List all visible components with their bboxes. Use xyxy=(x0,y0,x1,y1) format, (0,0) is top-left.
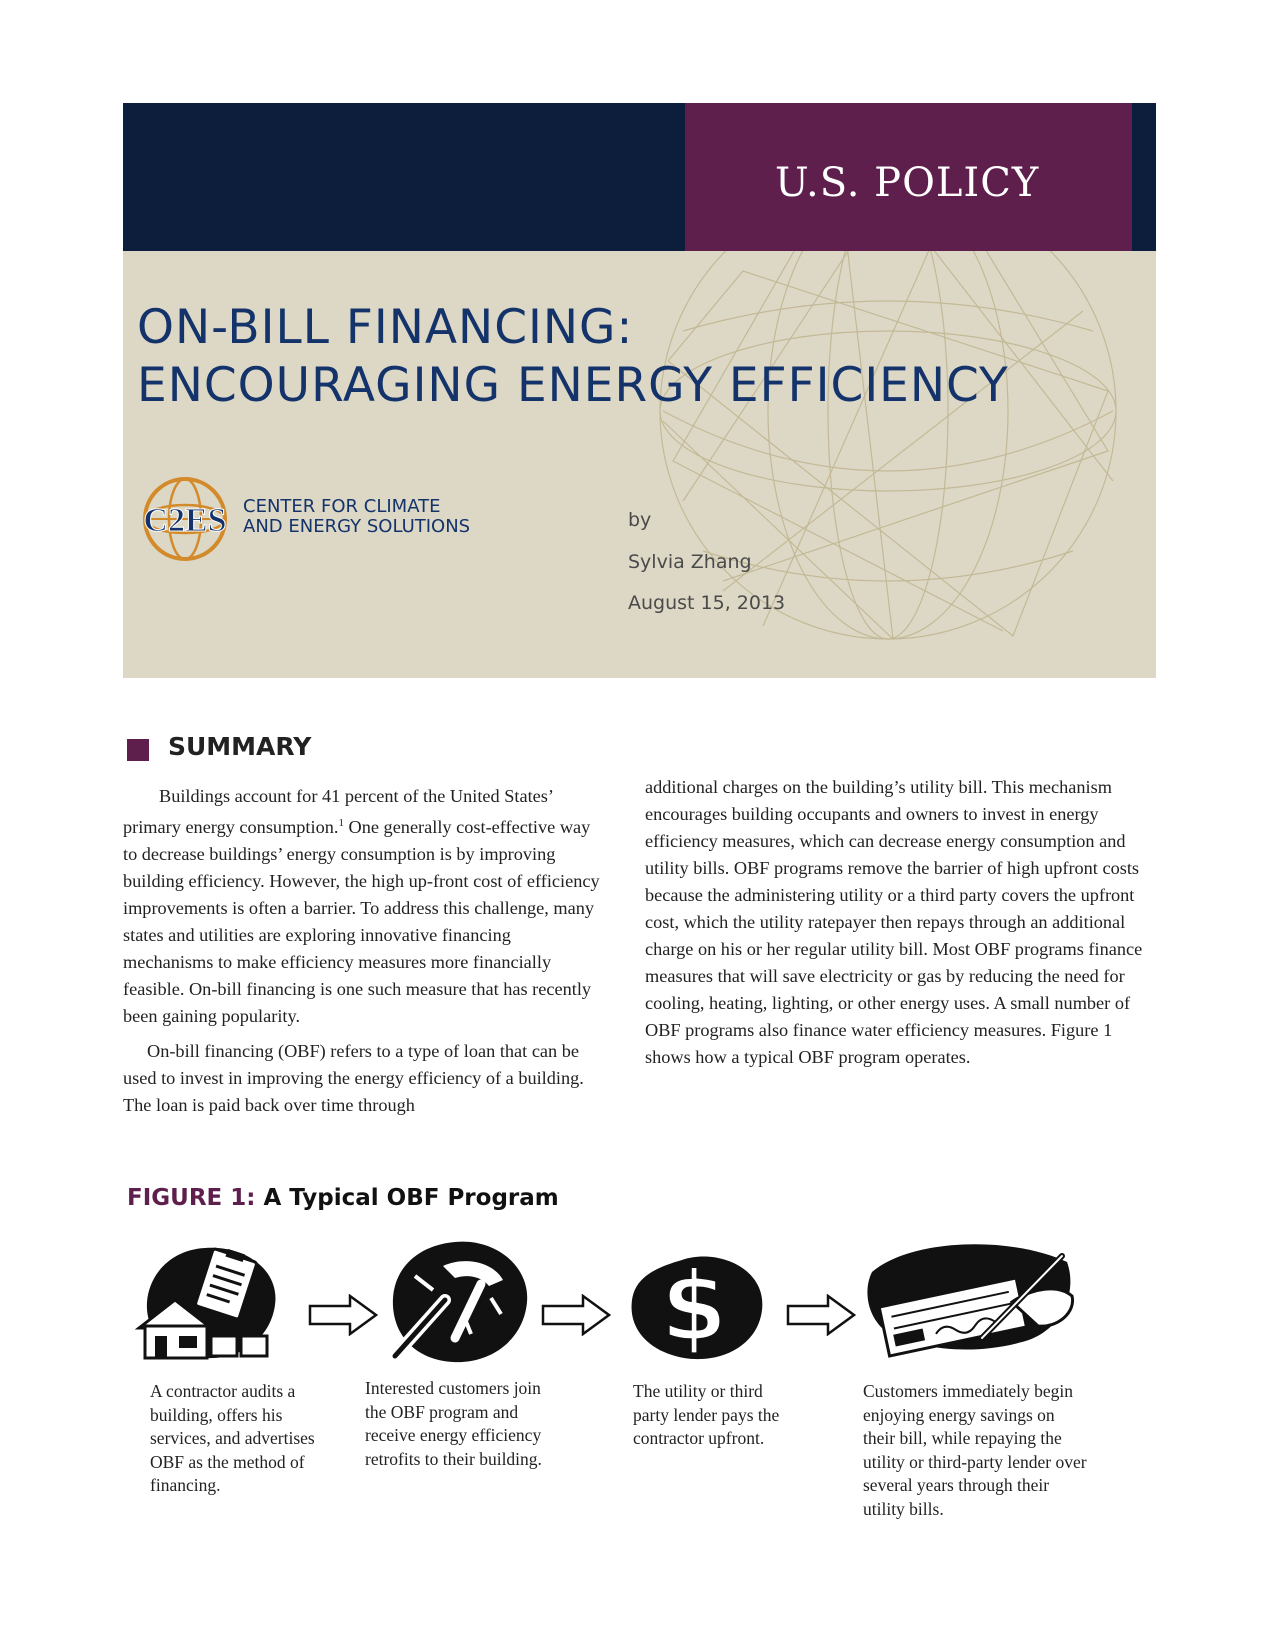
banner-edge xyxy=(1132,103,1156,251)
logo-text-line-1: CENTER FOR CLIMATE xyxy=(243,496,441,517)
summary-paragraph-2: On-bill financing (OBF) refers to a type of loan that can be used to invest in improving the energy efficiency of a building. The loan is paid back over time through xyxy=(123,1041,584,1116)
title-line-2: ENCOURAGING ENERGY EFFICIENCY xyxy=(137,358,1009,413)
svg-text:$: $ xyxy=(660,1251,728,1363)
svg-text:C2ES: C2ES xyxy=(143,502,227,539)
tools-icon xyxy=(385,1238,535,1366)
step-1-caption: A contractor audits a building, offers his services, and advertises OBF as the method of financing. xyxy=(150,1381,315,1495)
publication-date: August 15, 2013 xyxy=(628,592,786,614)
title-line-1: ON-BILL FINANCING: xyxy=(137,300,634,355)
summary-marker xyxy=(127,739,149,761)
arrow-right-icon xyxy=(786,1294,856,1336)
step-3-caption: The utility or third party lender pays the contractor upfront. xyxy=(633,1381,780,1448)
figure-heading xyxy=(127,1185,559,1211)
summary-heading: SUMMARY xyxy=(168,732,312,761)
summary-paragraph-3: additional charges on the building’s utility bill. This mechanism encourages building occupants and owners to invest in energy efficiency measures, which can decrease energy consumption and utility bills. OBF programs remove the barrier of high upfront costs because the administering utility or a third party covers the upfront cost, which the utility ratepayer then repays through an additional charge on his or her regular utility bill. Most OBF programs finance measures that will save electricity or gas by reducing the need for cooling, heating, lighting, or other energy uses. A small number of OBF programs also finance water efficiency measures. Figure 1 shows how a typical OBF program operates. xyxy=(645,777,1143,1067)
logo-text-line-2: AND ENERGY SOLUTIONS xyxy=(243,516,471,537)
house-clipboard-icon xyxy=(135,1240,285,1365)
footnote-marker: 1 xyxy=(338,817,344,829)
arrow-right-icon xyxy=(541,1294,611,1336)
summary-paragraph-1: Buildings account for 41 percent of the United States’ primary energy consumption.$^1$ One generally cost-effective way to decrease buildings’ energy consumption is by improving building efficiency. However, the high up-front cost of efficiency improvements is often a barrier. To address this challenge, many states and utilities are exploring innovative financing mechanisms to make efficiency measures more financially feasible. On-bill financing is one such measure that has recently been gaining popularity. xyxy=(123,786,600,1027)
figure-title: A Typical OBF Program xyxy=(263,1185,559,1211)
category-label: U.S. POLICY xyxy=(775,160,1040,206)
logo-globe-icon xyxy=(135,474,235,564)
step-2-caption: Interested customers join the OBF program and receive energy efficiency retrofits to their building. xyxy=(365,1378,542,1469)
summary-column-right xyxy=(645,774,1145,1071)
summary-column-left xyxy=(123,783,601,1119)
banner-left xyxy=(123,103,685,251)
arrow-right-icon xyxy=(308,1294,378,1336)
dollar-icon xyxy=(622,1240,772,1365)
step-4-caption: Customers immediately begin enjoying energy savings on their bill, while repaying the utility or third-party lender over several years through their utility bills. xyxy=(863,1381,1087,1519)
figure-number: FIGURE 1: xyxy=(127,1185,256,1211)
check-signing-icon xyxy=(862,1232,1082,1362)
author-name: Sylvia Zhang xyxy=(628,551,752,573)
byline-by: by xyxy=(628,509,652,531)
